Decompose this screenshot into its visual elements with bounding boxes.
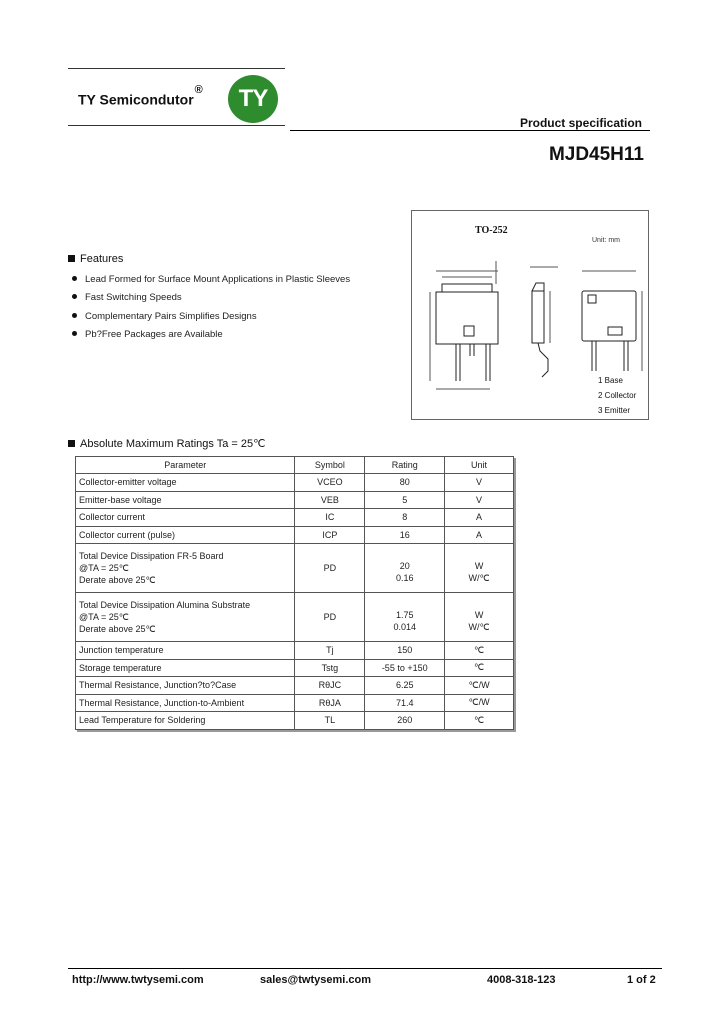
parameter-cell: Thermal Resistance, Junction-to-Ambient [76, 694, 295, 712]
rating-cell: 16 [365, 526, 445, 544]
column-header-rating: Rating [365, 457, 445, 474]
column-header-symbol: Symbol [295, 457, 365, 474]
rating-cell: -55 to +150 [365, 659, 445, 677]
package-drawing [411, 210, 649, 420]
ratings-heading: Absolute Maximum Ratings Ta = 25℃ [68, 437, 266, 450]
company-logo: TY [228, 75, 278, 123]
table-row [76, 544, 514, 593]
symbol-cell: ICP [295, 526, 365, 544]
header-main-rule [290, 130, 650, 131]
rating-cell: 80 [365, 474, 445, 492]
table-row [76, 659, 514, 677]
header-logo-rule [68, 125, 285, 126]
table-row [76, 694, 514, 712]
footer-phone: 4008-318-123 [487, 974, 556, 986]
parameter-cell: Total Device Dissipation Alumina Substrate @TA = 25℃ Derate above 25℃ [76, 593, 295, 642]
product-specification-label: Product specification [519, 116, 642, 130]
table-row [76, 474, 514, 492]
unit-cell: V [445, 474, 514, 492]
pin-label-emitter: 3 Emitter [598, 406, 631, 415]
rating-cell: 20 0.16 [365, 544, 445, 593]
rating-cell: 150 [365, 642, 445, 660]
unit-cell: ℃ [445, 712, 514, 730]
unit-cell: ℃/W [445, 694, 514, 712]
symbol-cell: RθJC [295, 677, 365, 695]
rating-cell: 1.75 0.014 [365, 593, 445, 642]
rating-cell: 260 [365, 712, 445, 730]
square-bullet-icon [68, 255, 75, 262]
symbol-cell: VEB [295, 491, 365, 509]
pin-label-base: 1 Base [598, 376, 623, 385]
part-number: MJD45H11 [548, 144, 644, 165]
package-unit-label: Unit: mm [592, 237, 620, 244]
unit-cell: A [445, 509, 514, 527]
symbol-cell: RθJA [295, 694, 365, 712]
column-header-unit: Unit [445, 457, 514, 474]
table-row [76, 526, 514, 544]
table-row [76, 491, 514, 509]
table-header-row [76, 457, 514, 474]
symbol-cell: Tstg [295, 659, 365, 677]
feature-item: Pb?Free Packages are Available [72, 328, 350, 346]
bullet-icon [72, 294, 77, 299]
rating-cell: 71.4 [365, 694, 445, 712]
features-list [72, 273, 350, 346]
symbol-cell: PD [295, 593, 365, 642]
table-row [76, 509, 514, 527]
unit-cell: W W/℃ [445, 544, 514, 593]
footer-email-link[interactable]: sales@twtysemi.com [260, 974, 371, 986]
table-row [76, 712, 514, 730]
unit-cell: ℃ [445, 659, 514, 677]
parameter-cell: Thermal Resistance, Junction?to?Case [76, 677, 295, 695]
unit-cell: A [445, 526, 514, 544]
feature-item: Complementary Pairs Simplifies Designs [72, 310, 350, 328]
parameter-cell: Storage temperature [76, 659, 295, 677]
bullet-icon [72, 276, 77, 281]
parameter-cell: Total Device Dissipation FR-5 Board @TA = 25℃ Derate above 25℃ [76, 544, 295, 593]
front-tab [442, 284, 492, 292]
pin-label-collector: 2 Collector [598, 391, 637, 400]
symbol-cell: VCEO [295, 474, 365, 492]
table-row [76, 642, 514, 660]
feature-item: Lead Formed for Surface Mount Applications in Plastic Sleeves [72, 273, 350, 291]
parameter-cell: Collector current [76, 509, 295, 527]
company-name: TY Semicondutor® [78, 84, 203, 108]
rating-cell: 6.25 [365, 677, 445, 695]
footer-page-number: 1 of 2 [627, 974, 656, 986]
bullet-icon [72, 331, 77, 336]
symbol-cell: Tj [295, 642, 365, 660]
package-title: TO-252 [475, 225, 508, 236]
symbol-cell: TL [295, 712, 365, 730]
table-row [76, 593, 514, 642]
parameter-cell: Emitter-base voltage [76, 491, 295, 509]
unit-cell: W W/℃ [445, 593, 514, 642]
parameter-cell: Lead Temperature for Soldering [76, 712, 295, 730]
header-top-rule [68, 68, 285, 69]
footer-rule [68, 968, 662, 969]
parameter-cell: Collector-emitter voltage [76, 474, 295, 492]
features-heading: Features [68, 253, 123, 265]
bullet-icon [72, 313, 77, 318]
footer-website-link[interactable]: http://www.twtysemi.com [72, 974, 204, 986]
unit-cell: ℃/W [445, 677, 514, 695]
parameter-cell: Junction temperature [76, 642, 295, 660]
rating-cell: 8 [365, 509, 445, 527]
absolute-maximum-ratings-table [75, 456, 514, 730]
rating-cell: 5 [365, 491, 445, 509]
square-bullet-icon [68, 440, 75, 447]
feature-item: Fast Switching Speeds [72, 291, 350, 309]
table-row [76, 677, 514, 695]
unit-cell: ℃ [445, 642, 514, 660]
symbol-cell: IC [295, 509, 365, 527]
symbol-cell: PD [295, 544, 365, 593]
column-header-parameter: Parameter [76, 457, 295, 474]
unit-cell: V [445, 491, 514, 509]
parameter-cell: Collector current (pulse) [76, 526, 295, 544]
